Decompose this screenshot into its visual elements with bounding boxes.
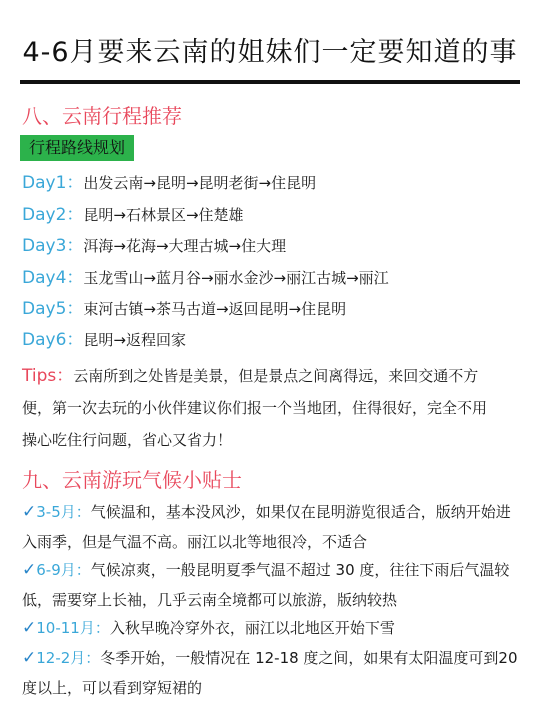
day-route: 玉龙雪山→蓝月谷→丽水金沙→丽江古城→丽江 <box>83 269 389 287</box>
page-title: 4-6月要来云南的姐妹们一定要知道的事 <box>22 37 518 68</box>
day-label: Day1： <box>22 173 84 193</box>
day-label: Day2： <box>22 205 84 225</box>
season-text: 冬季开始，一般情况在 12-18 度之间，如果有太阳温度可到20度以上，可以看到穿短裙的 <box>22 649 518 697</box>
season-label: 10-11月： <box>36 619 110 637</box>
tips-paragraph <box>22 360 498 456</box>
climate-item <box>22 643 522 703</box>
day-row <box>22 299 346 319</box>
day-row <box>22 330 186 350</box>
day-label: Day5： <box>22 299 84 319</box>
check-icon: ✓ <box>22 618 37 638</box>
route-planning-tag: 行程路线规划 <box>20 135 134 161</box>
title-divider <box>20 80 520 84</box>
day-route: 出发云南→昆明→昆明老街→住昆明 <box>83 174 317 192</box>
climate-item <box>22 613 522 643</box>
day-label: Day3： <box>22 236 84 256</box>
tips-text: 云南所到之处皆是美景，但是景点之间离得远，来回交通不方便，第一次去玩的小伙伴建议你们报一个当地团，住得很好，完全不用操心吃住行问题，省心又省力！ <box>22 367 488 449</box>
check-icon: ✓ <box>22 648 37 668</box>
tips-label: Tips： <box>22 366 74 386</box>
day-route: 昆明→返程回家 <box>83 331 186 349</box>
day-row <box>22 236 286 256</box>
season-text: 入秋早晚冷穿外衣，丽江以北地区开始下雪 <box>109 619 395 637</box>
check-icon: ✓ <box>22 502 37 522</box>
section-heading-itinerary: 八、云南行程推荐 <box>22 104 182 128</box>
climate-item <box>22 497 522 557</box>
season-text: 气候凉爽，一般昆明夏季气温不超过 30 度，往往下雨后气温较低，需要穿上长袖，几乎云南全境都可以旅游，版纳较热 <box>22 561 510 609</box>
day-label: Day4： <box>22 268 84 288</box>
day-route: 束河古镇→茶马古道→返回昆明→住昆明 <box>83 300 347 318</box>
season-label: 3-5月： <box>36 503 91 521</box>
day-route: 洱海→花海→大理古城→住大理 <box>83 237 287 255</box>
day-route: 昆明→石林景区→住楚雄 <box>83 206 244 224</box>
climate-item <box>22 555 522 615</box>
section-heading-climate: 九、云南游玩气候小贴士 <box>22 468 242 492</box>
day-row <box>22 268 389 288</box>
check-icon: ✓ <box>22 560 37 580</box>
season-label: 12-2月： <box>36 649 101 667</box>
season-text: 气候温和，基本没风沙，如果仅在昆明游览很适合，版纳开始进入雨季，但是气温不高。丽江以北等地很冷，不适合 <box>22 503 511 551</box>
day-row <box>22 205 244 225</box>
day-row <box>22 173 316 193</box>
day-label: Day6： <box>22 330 84 350</box>
season-label: 6-9月： <box>36 561 91 579</box>
